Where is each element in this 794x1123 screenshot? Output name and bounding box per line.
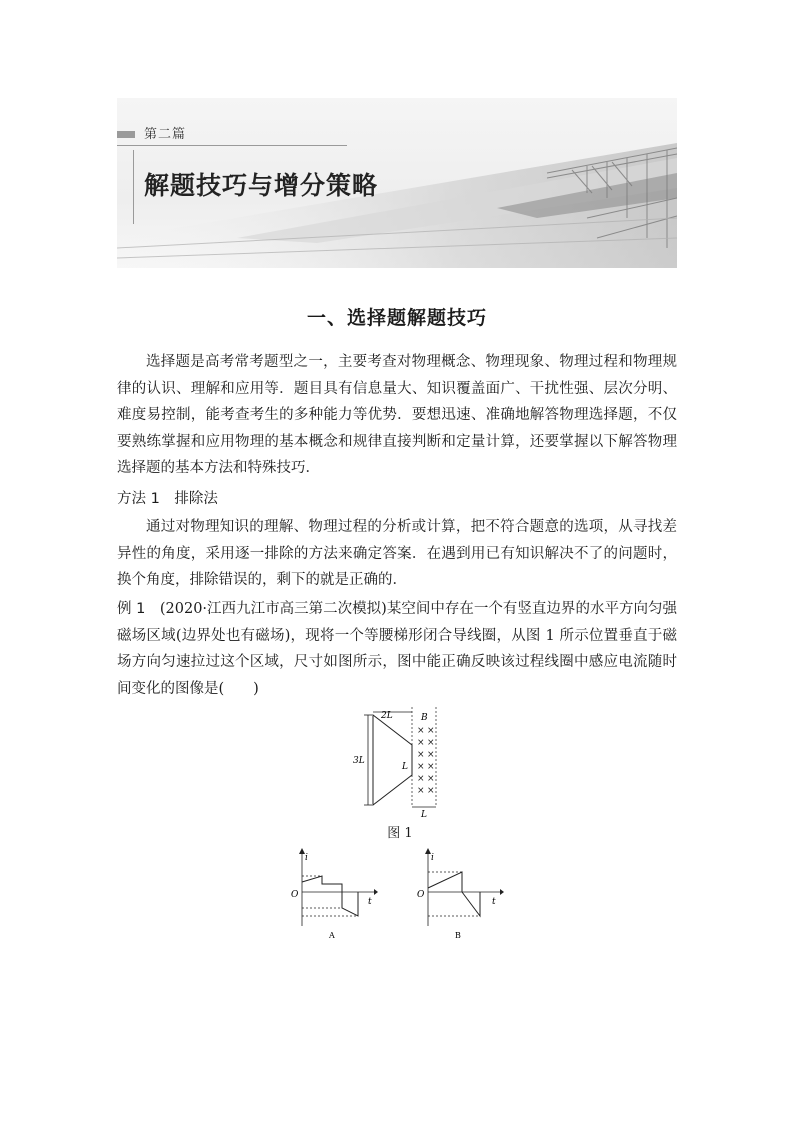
title-divider: [133, 150, 134, 224]
graph-a-x-label: t: [368, 897, 372, 907]
graph-a-y-label: i: [305, 853, 308, 863]
field-cross: ×: [417, 726, 425, 736]
field-cross: ×: [427, 750, 435, 760]
graph-b-x-label: t: [492, 897, 496, 907]
graph-b-y-label: i: [431, 853, 434, 863]
figure-1-caption: 图 1: [387, 826, 413, 841]
section-title: 一、选择题解题技巧: [306, 307, 487, 329]
field-cross: ×: [427, 726, 435, 736]
field-cross: ×: [427, 762, 435, 772]
chapter-title: 解题技巧与增分策略: [144, 171, 379, 200]
part-label: 第二篇: [144, 127, 187, 142]
fig1-label-2L: 2L: [381, 711, 393, 721]
field-cross: ×: [417, 762, 425, 772]
fig1-label-3L: 3L: [353, 756, 365, 766]
option-b-graph: [414, 848, 504, 940]
field-cross: ×: [427, 774, 435, 784]
part-marker: [117, 131, 135, 138]
fig1-label-L-side: L: [402, 762, 408, 772]
intro-paragraph: 选择题是高考常考题型之一，主要考查对物理概念、物理现象、物理过程和物理规律的认识、理解和应用等．题目具有信息量大、知识覆盖面广、干扰性强、层次分明、难度易控制，能考查考生的多种能力等优势．要想迅速、准确地解答物理选择题，不仅要熟练掌握和应用物理的基本概念和规律直接判断和定量计算，还要掌握以下解答物理选择题的基本方法和特殊技巧．: [117, 354, 677, 476]
method-heading: 方法 1 排除法: [117, 491, 218, 507]
graph-a-origin: O: [291, 890, 299, 900]
fig1-label-B: B: [421, 713, 428, 723]
field-cross: ×: [427, 786, 435, 796]
graph-a-label: A: [329, 931, 335, 940]
graph-b-label: B: [455, 931, 461, 940]
field-cross: ×: [417, 738, 425, 748]
chapter-banner: [117, 98, 677, 268]
field-cross: ×: [417, 750, 425, 760]
part-divider: [117, 145, 347, 146]
figure-1-trapezoid: [350, 707, 450, 817]
example-label: 例 1: [117, 601, 146, 617]
field-cross: ×: [427, 738, 435, 748]
fig1-label-L-bottom: L: [421, 810, 427, 817]
example-text: (2020·江西九江市高三第二次模拟)某空间中存在一个有竖直边界的水平方向匀强磁场区域(边界处也有磁场)，现将一个等腰梯形闭合导线圈，从图 1 所示位置垂直于磁场方向匀速拉过这个区域，尺寸如图所示，图中能正确反映该过程线圈中感应电流随时间变化的图像是( ): [117, 601, 677, 697]
example-paragraph: [117, 596, 677, 702]
method-paragraph: 通过对物理知识的理解、物理过程的分析或计算，把不符合题意的选项，从寻找差异性的角度，采用逐一排除的方法来确定答案．在遇到用已有知识解决不了的问题时，换个角度，排除错误的，剩下的就是正确的．: [117, 519, 677, 588]
option-a-graph: [288, 848, 378, 940]
field-cross: ×: [417, 786, 425, 796]
field-cross: ×: [417, 774, 425, 784]
graph-b-origin: O: [417, 890, 425, 900]
